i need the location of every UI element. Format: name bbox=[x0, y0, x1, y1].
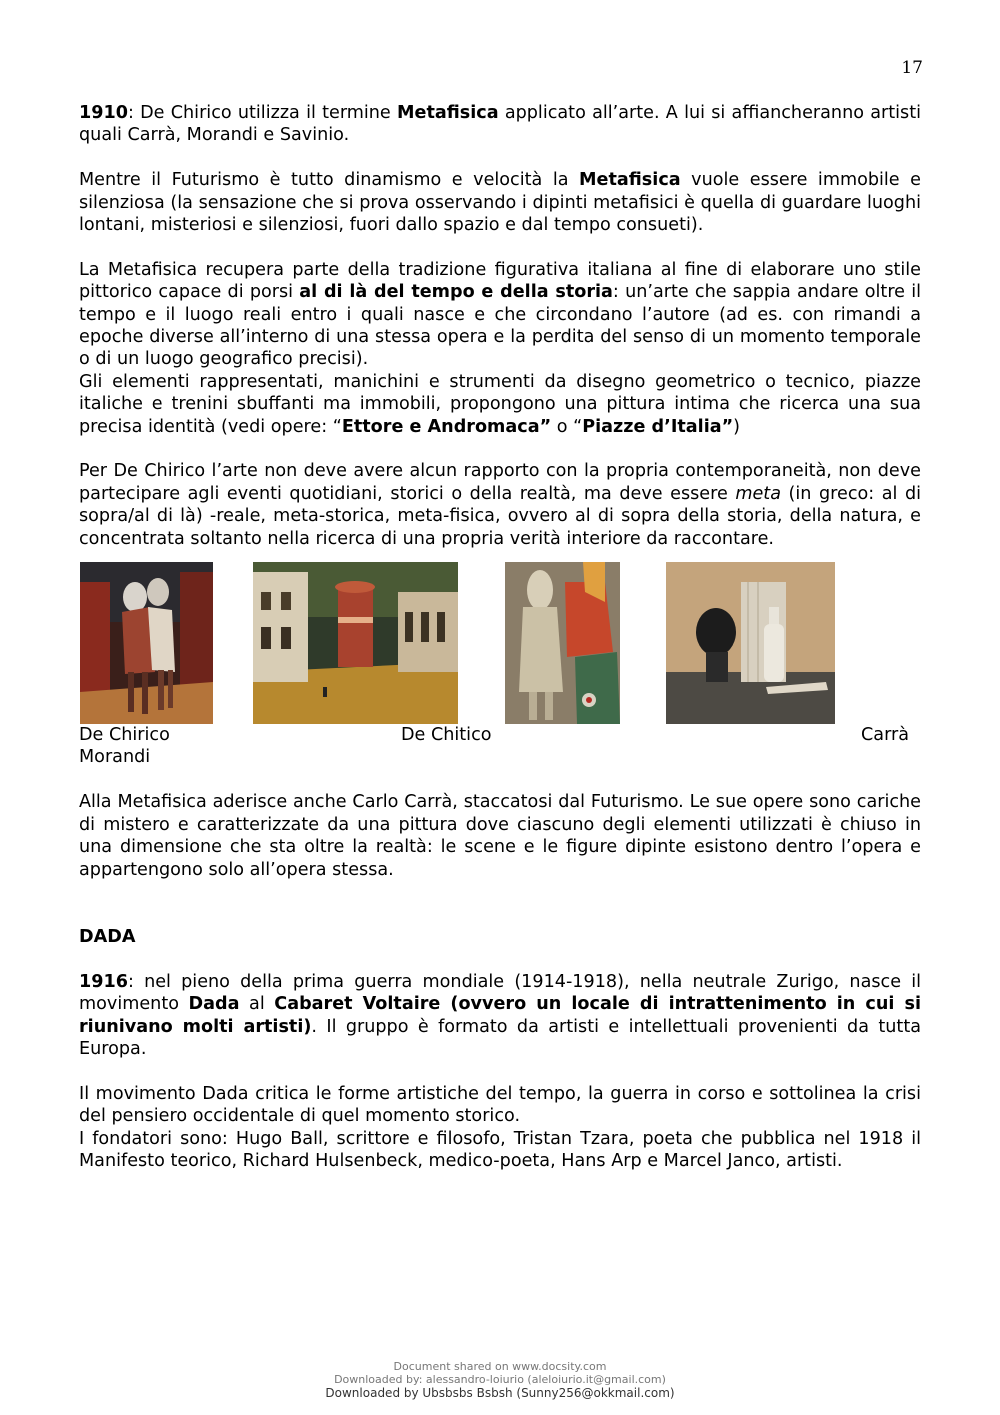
artwork-image-morandi bbox=[666, 562, 835, 724]
artwork-image-piazza-italia bbox=[253, 562, 458, 724]
text: : un’arte che sappia andare oltre il tempo e il luogo reali entro i quali nasce e che circondano l’autore (ad es. con rimandi a epoche diverse all’interno di una stessa opera e la perdita del senso di un momento temporale o di un luogo geografico precisi). bbox=[79, 282, 921, 370]
text: applicato all’arte. A lui si affiancheranno artisti quali Carrà, Morandi e Savinio. bbox=[79, 103, 921, 146]
page-number: 17 bbox=[901, 58, 923, 78]
download-footer bbox=[0, 1360, 1000, 1400]
paragraph-fondatori: I fondatori sono: Hugo Ball, scrittore e filosofo, Tristan Tzara, poeta che pubblica nel 1918 il Manifesto teorico, Richard Hulsenbeck, medico-poeta, Hans Arp e Marcel Janco, artisti. bbox=[79, 1128, 921, 1171]
footer-downloaded-by-2: Downloaded by Ubsbsbs Bsbsh (Sunny256@okkmail.com) bbox=[325, 1386, 675, 1400]
text: La Metafisica recupera parte della tradizione figurativa italiana al fine di elaborare uno stile pittorico capace di porsi bbox=[79, 259, 921, 303]
paragraph-dada-critica: Il movimento Dada critica le forme artistiche del tempo, la guerra in corso e sottolinea la crisi del pensiero occidentale di quel momento storico. bbox=[79, 1083, 921, 1127]
term-metafisica: Metafisica bbox=[397, 103, 499, 123]
paragraph-carra: Alla Metafisica aderisce anche Carlo Carrà, staccatosi dal Futurismo. Le sue opere sono cariche di mistero e caratterizzate da una pittura dove ciascuno degli elementi utilizzati è chiuso in una dimensione che sta oltre la realtà: le scene e le figure dipinte esistono dentro l’opera e appartengono solo all’opera stessa. bbox=[79, 792, 921, 880]
paragraph-tradizione bbox=[79, 259, 921, 371]
section-heading-dada: DADA bbox=[79, 926, 136, 947]
bold-phrase: Cabaret Voltaire (ovvero un locale di intrattenimento in cui si riunivano molti artisti) bbox=[79, 994, 921, 1037]
footer-shared: Document shared on www.docsity.com bbox=[393, 1360, 607, 1373]
text: vuole essere immobile e silenziosa (la sensazione che si prova osservando i dipinti metafisici è quella di guardare luoghi lontani, misteriosi e silenziosi, fuori dallo spazio e dal tempo consueti). bbox=[79, 170, 921, 236]
text: (in greco: al di sopra/al di là) -reale, meta-storica, meta-fisica, ovvero al di sopra della storia, della natura, e concentrata soltanto nella ricerca di una propria verità interiore da raccontare. bbox=[79, 483, 921, 549]
artwork-image-carra bbox=[505, 562, 620, 724]
text: Mentre il Futurismo è tutto dinamismo e velocità la bbox=[79, 170, 580, 191]
text: al bbox=[239, 994, 275, 1015]
text: ) bbox=[733, 416, 741, 437]
bold-phrase: al di là del tempo e della storia bbox=[299, 282, 613, 303]
artwork-image-ettore-andromaca bbox=[80, 562, 213, 724]
text: Gli elementi rappresentati, manichini e strumenti da disegno geometrico o tecnico, piazze italiche e trenini sbuffanti ma immobili, propongono una pittura intima che ricerca una sua precisa identità (vedi opere: “ bbox=[79, 371, 921, 437]
text: : nel pieno della prima guerra mondiale (1914-1918), nella neutrale Zurigo, nasce il movimento bbox=[79, 971, 921, 1015]
footer-downloaded-by-1: Downloaded by: alessandro-loiurio (aleloiurio.it@gmail.com) bbox=[334, 1373, 666, 1386]
paragraph-elementi bbox=[79, 371, 921, 438]
term-dada: Dada bbox=[188, 994, 240, 1015]
caption-de-chirico: De Chirico bbox=[79, 725, 170, 746]
caption-carra: Carrà bbox=[861, 725, 910, 746]
caption-morandi: Morandi bbox=[79, 747, 151, 768]
paragraph-1916 bbox=[79, 971, 921, 1061]
paragraph-futurismo bbox=[79, 169, 921, 236]
document-body bbox=[79, 102, 921, 1172]
year-1910: 1910 bbox=[79, 103, 128, 123]
italic-term: meta bbox=[735, 483, 781, 504]
term-metafisica: Metafisica bbox=[579, 170, 681, 191]
year-1916: 1916 bbox=[79, 971, 128, 992]
text: o “ bbox=[551, 416, 583, 437]
artwork-images bbox=[79, 562, 921, 724]
paragraph-1910 bbox=[79, 102, 921, 147]
caption-de-chitico: De Chitico bbox=[401, 725, 492, 746]
text: : De Chirico utilizza il termine bbox=[127, 103, 397, 123]
paragraph-de-chirico bbox=[79, 460, 921, 550]
image-captions bbox=[79, 724, 921, 769]
artwork-title: Piazze d’Italia” bbox=[582, 416, 734, 437]
text: Per De Chirico l’arte non deve avere alcun rapporto con la propria contemporaneità, non deve partecipare agli eventi quotidiani, storici o della realtà, ma deve essere bbox=[79, 461, 921, 504]
artwork-title: Ettore e Andromaca” bbox=[341, 416, 552, 437]
text: . Il gruppo è formato da artisti e intellettuali provenienti da tutta Europa. bbox=[79, 1016, 921, 1059]
